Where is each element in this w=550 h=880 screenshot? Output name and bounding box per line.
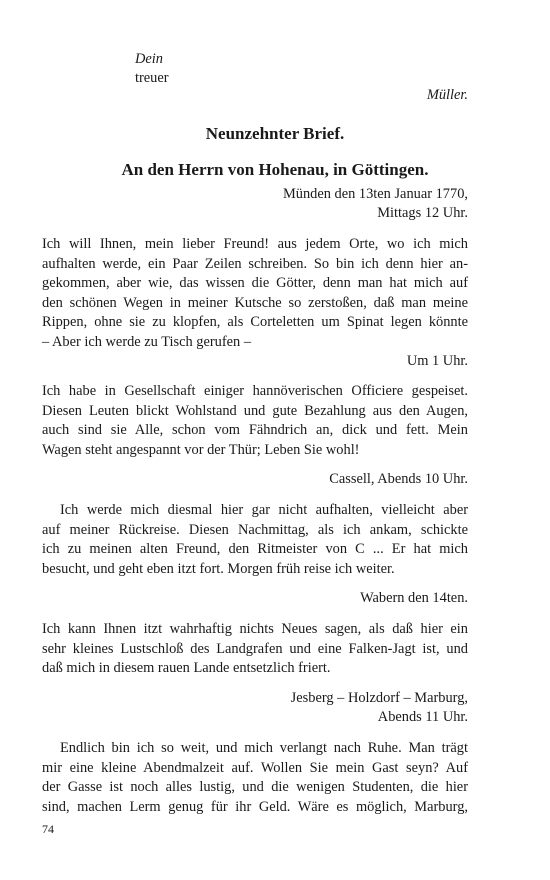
paragraph-1-line: Rippen, ohne sie zu klopfen, als Corteletten um Spinat legen könnte — [42, 314, 468, 330]
page-number: 74 — [42, 822, 54, 836]
paragraph-1-line: aufhalten werde, ein Paar Zeilen schreiben. So bin ich denn hier an- — [42, 256, 468, 272]
dateline-um1: Um 1 Uhr. — [406, 353, 468, 369]
paragraph-3-line: ich zu meinen alten Freund, den Ritmeister von C ... Er hat mich — [42, 541, 468, 557]
paragraph-3-line: besucht, und geht eben itzt fort. Morgen früh reise ich weiter. — [42, 561, 395, 577]
dateline-jesberg: Jesberg – Holzdorf – Marburg, — [290, 690, 468, 706]
paragraph-1-line: den schönen Wegen in meiner Kutsche so zerstoßen, daß man meine — [42, 295, 468, 311]
paragraph-2-line: Diesen Leuten blickt Wohlstand und gute Bezahlung aus den Augen, — [42, 403, 468, 419]
paragraph-4-line: sehr kleines Lustschloß des Landgrafen und eine Falken-Jagt ist, und — [42, 641, 468, 657]
paragraph-2-line: auch sind sie Alle, schon vom Fähndrich an, dick und fett. Mein — [42, 422, 468, 438]
paragraph-2-line: Ich habe in Gesellschaft einiger hannöverischen Officiere gespeiset. — [42, 383, 468, 399]
dateline-jesberg-time: Abends 11 Uhr. — [377, 709, 468, 725]
letter-address: An den Herrn von Hohenau, in Göttingen. — [121, 160, 429, 179]
paragraph-5-line: mir eine kleine Abendmalzeit auf. Wollen Sie mein Gast seyn? Auf — [42, 760, 468, 776]
paragraph-5-line: der Gasse ist noch alles lustig, und die wenigen Studenten, die hier — [42, 779, 468, 795]
paragraph-1-line: Ich will Ihnen, mein lieber Freund! aus jedem Orte, wo ich mich — [42, 236, 468, 252]
dateline-wabern: Wabern den 14ten. — [360, 590, 468, 606]
paragraph-2-line: Wagen steht angespannt vor der Thür; Leben Sie wohl! — [42, 442, 360, 458]
paragraph-1-line: gekommen, aber wie, das wissen die Götter, denn man hat mich auf — [42, 275, 468, 291]
paragraph-1-line: – Aber ich werde zu Tisch gerufen – — [42, 334, 252, 350]
paragraph-5-line: Endlich bin ich so weit, und mich verlangt nach Ruhe. Man trägt — [60, 740, 468, 756]
paragraph-4-line: Ich kann Ihnen itzt wahrhaftig nichts Neues sagen, als daß hier ein — [42, 621, 468, 637]
paragraph-4-line: daß mich in diesem rauen Lande entsetzlich friert. — [42, 660, 331, 676]
closing-line-1: Dein — [135, 51, 163, 67]
paragraph-3-line: Ich werde mich diesmal hier gar nicht aufhalten, vielleicht aber — [60, 502, 468, 518]
dateline-cassell: Cassell, Abends 10 Uhr. — [329, 471, 468, 487]
letter-title: Neunzehnter Brief. — [205, 124, 345, 143]
dateline-place: Münden den 13ten Januar 1770, — [282, 186, 468, 202]
closing-line-2: treuer — [135, 70, 169, 86]
paragraph-5-line: sind, machen Lerm genug für ihr Geld. Wäre es möglich, Marburg, — [42, 799, 468, 815]
paragraph-3-line: auf meiner Rückreise. Diesen Nachmittag, als ich ankam, schickte — [42, 522, 468, 538]
closing-signature: Müller. — [426, 87, 468, 103]
dateline-time: Mittags 12 Uhr. — [377, 205, 468, 221]
